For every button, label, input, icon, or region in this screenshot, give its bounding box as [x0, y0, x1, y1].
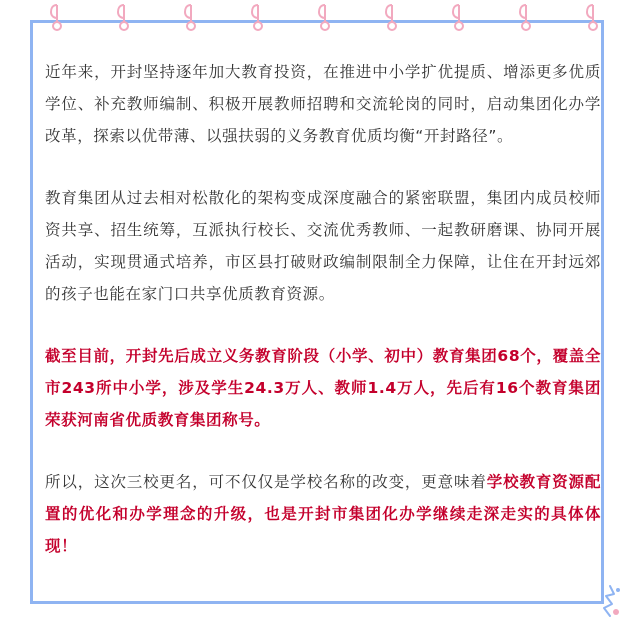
binder-ring-icon	[585, 3, 601, 33]
binder-ring-icon	[250, 3, 266, 33]
corner-doodle-icon	[596, 582, 626, 622]
paragraph-education-group: 教育集团从过去相对松散化的架构变成深度融合的紧密联盟，集团内成员校师资共享、招生统筹，互派执行校长、交流优秀教师、一起教研磨课、协同开展活动，实现贯通式培养，市区县打破财政编制限制全力保障，让住在开封远郊的孩子也能在家门口共享优质教育资源。	[45, 189, 601, 303]
paragraph-conclusion	[45, 466, 601, 562]
binder-ring-icon	[451, 3, 467, 33]
binder-ring-icon	[116, 3, 132, 33]
binder-ring-icon	[384, 3, 400, 33]
paragraph-statistics: 截至目前，开封先后成立义务教育阶段（小学、初中）教育集团68个，覆盖全市243所中小学，涉及学生24.3万人、教师1.4万人，先后有16个教育集团荣获河南省优质教育集团称号。	[45, 347, 601, 429]
binder-ring-icon	[183, 3, 199, 33]
article-body	[45, 56, 601, 592]
conclusion-highlight-text: 学校教育资源配置的优化和办学理念的升级，也是开封市集团化办学继续走深走实的具体体现！	[45, 473, 601, 555]
binder-ring-icon	[49, 3, 65, 33]
paragraph-investment: 近年来，开封坚持逐年加大教育投资，在推进中小学扩优提质、增添更多优质学位、补充教师编制、积极开展教师招聘和交流轮岗的同时，启动集团化办学改革，探索以优带薄、以强扶弱的义务教育优质均衡“开封路径”。	[45, 63, 601, 145]
binder-ring-icon	[518, 3, 534, 33]
binder-ring-icon	[317, 3, 333, 33]
conclusion-plain-text: 所以，这次三校更名，可不仅仅是学校名称的改变，更意味着	[45, 473, 487, 491]
binder-rings	[0, 0, 640, 40]
